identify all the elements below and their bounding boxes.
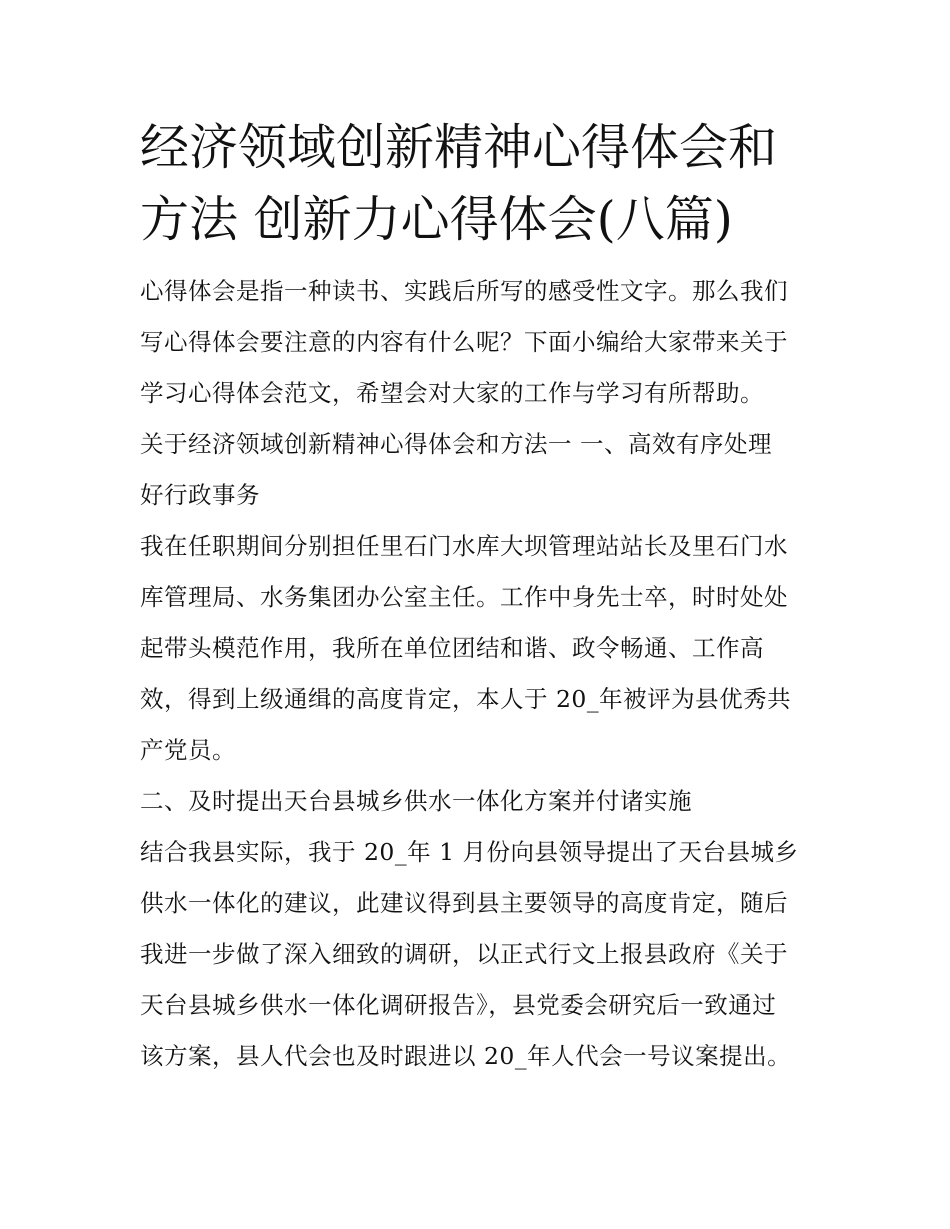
text-line: 心得体会是指一种读书、实践后所写的感受性文字。那么我们 — [140, 277, 788, 305]
document-title — [140, 112, 816, 256]
title-line: 方法 创新力心得体会(八篇) — [140, 191, 733, 248]
section-heading-one — [140, 419, 816, 521]
text-line: 产党员。 — [140, 736, 236, 764]
text-line: 天台县城乡供水一体化调研报告》，县党委会研究后一致通过 — [140, 991, 777, 1019]
text-line: 我进一步做了深入细致的调研，以正式行文上报县政府《关于 — [140, 940, 788, 968]
text-line: 二、及时提出天台县城乡供水一体化方案并付诸实施 — [140, 787, 692, 815]
text-line: 我在任职期间分别担任里石门水库大坝管理站站长及里石门水 — [140, 532, 788, 560]
text-line: 写心得体会要注意的内容有什么呢？下面小编给大家带来关于 — [140, 328, 788, 356]
text-line: 好行政事务 — [140, 481, 260, 509]
title-line: 经济领域创新精神心得体会和 — [140, 119, 778, 176]
document-page — [140, 112, 816, 1082]
section-heading-two — [140, 776, 816, 827]
text-line: 学习心得体会范文，希望会对大家的工作与学习有所帮助。 — [140, 379, 764, 407]
text-line: 结合我县实际，我于 20_年 1 月份向县领导提出了天台县城乡 — [140, 838, 799, 866]
text-line: 供水一体化的建议，此建议得到县主要领导的高度肯定，随后 — [140, 889, 788, 917]
text-line: 效，得到上级通缉的高度肯定，本人于 20_年被评为县优秀共 — [140, 685, 792, 713]
text-line: 库管理局、水务集团办公室主任。工作中身先士卒，时时处处 — [140, 583, 788, 611]
text-line: 关于经济领域创新精神心得体会和方法一 一、高效有序处理 — [140, 430, 772, 458]
text-line: 起带头模范作用，我所在单位团结和谐、政令畅通、工作高 — [140, 634, 764, 662]
text-line: 该方案，县人代会也及时跟进以 20_年人代会一号议案提出。 — [140, 1042, 792, 1070]
section-one-paragraph — [140, 521, 816, 776]
section-two-paragraph — [140, 827, 816, 1082]
intro-paragraph — [140, 266, 816, 419]
